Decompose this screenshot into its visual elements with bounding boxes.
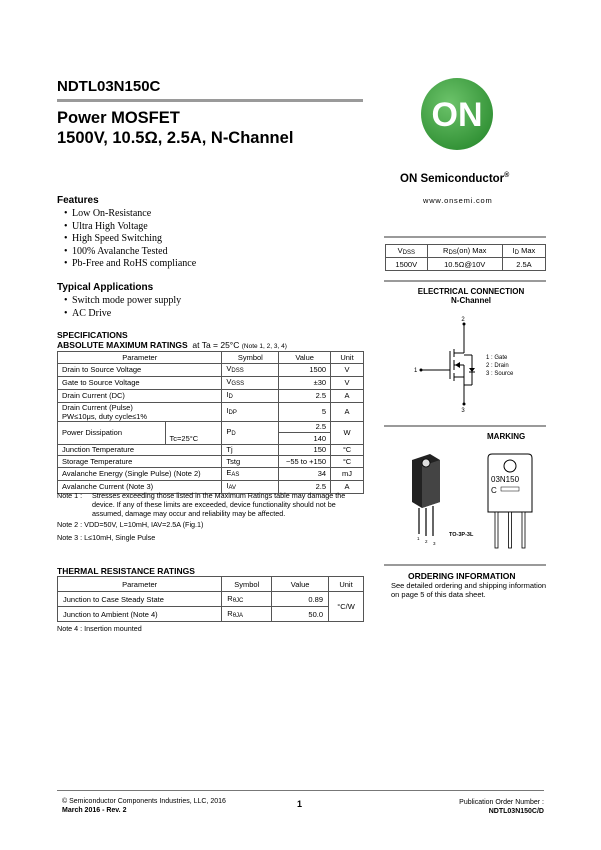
package-3d-icon: [412, 454, 440, 546]
features-list: [64, 208, 196, 271]
summary-header-id: ID Max: [502, 245, 545, 258]
ordering-text: See detailed ordering and shipping information on page 5 of this data sheet.: [391, 581, 547, 599]
table-row: Drain Current (Pulse) PW≤10μs, duty cycle≤1% IDP 5 A: [58, 402, 364, 421]
electrical-connection-title: ELECTRICAL CONNECTION N-Channel: [417, 287, 525, 305]
table-row: Junction to Case Steady State RθJC 0.89 °C/W: [58, 592, 364, 607]
pin1-label: 1: [414, 368, 418, 374]
ordering-divider: [384, 564, 546, 566]
summary-header-vdss: VDSS: [386, 245, 428, 258]
publication-number: NDTL03N150C/D: [488, 808, 544, 815]
table-row: Gate to Source Voltage VGSS ±30 V: [58, 376, 364, 389]
table-row: Avalanche Energy (Single Pulse) (Note 2) EAS 34 mJ: [58, 467, 364, 480]
package-front-icon: [488, 454, 532, 548]
list-item: • Switch mode power supply: [64, 295, 181, 308]
pin2-label: 2: [461, 317, 465, 323]
package-drawing-icon: [400, 450, 560, 560]
features-heading: Features: [57, 195, 99, 206]
absolute-max-ratings-table: [57, 351, 364, 494]
summary-table: [385, 244, 546, 271]
footer-date: March 2016 - Rev. 2: [62, 807, 127, 814]
list-item: • Ultra High Voltage: [64, 221, 196, 234]
summary-value-rds: 10.5Ω@10V: [427, 258, 502, 271]
applications-heading: Typical Applications: [57, 282, 154, 293]
header-divider: [57, 99, 363, 102]
specifications-title: SPECIFICATIONS: [57, 330, 128, 340]
website-link[interactable]: www.onsemi.com: [423, 196, 493, 205]
package-label: TO-3P-3L: [449, 532, 474, 538]
table-row: Drain to Source Voltage VDSS 1500 V: [58, 363, 364, 376]
list-item: • Pb-Free and RoHS compliance: [64, 258, 196, 271]
part-number: NDTL03N150C: [57, 78, 161, 95]
note2: Note 2 : VDD=50V, L=10mH, IAV=2.5A (Fig.1): [57, 520, 204, 529]
list-item: • High Speed Switching: [64, 233, 196, 246]
list-item: • Low On-Resistance: [64, 208, 196, 221]
footer-divider: [57, 790, 544, 791]
page-title: Power MOSFET: [57, 109, 180, 127]
ordering-title: ORDERING INFORMATION: [408, 571, 516, 581]
thermal-title: THERMAL RESISTANCE RATINGS: [57, 566, 195, 576]
table-row: Junction Temperature Tj 150 °C: [58, 444, 364, 456]
table-row: Avalanche Current (Note 3) IAV 2.5 A: [58, 480, 364, 493]
summary-value-vdss: 1500V: [386, 258, 428, 271]
logo-text: ON: [431, 96, 483, 134]
table-row: Storage Temperature Tstg −55 to +150 °C: [58, 456, 364, 468]
brand-name: ON Semiconductor®: [400, 172, 510, 185]
note3: Note 3 : L≤10mH, Single Pulse: [57, 533, 156, 542]
mark-line2: C: [491, 486, 497, 495]
marking-divider: [384, 425, 546, 427]
pin-legend: 1 : Gate 2 : Drain 3 : Source: [486, 355, 514, 377]
mark-line1: 03N150: [491, 475, 520, 484]
note1-label: Note 1 :: [57, 491, 83, 500]
svg-text:3: 3: [433, 541, 436, 546]
amr-col-unit: Unit: [331, 352, 364, 364]
elec-divider: [384, 280, 546, 282]
amr-title: ABSOLUTE MAXIMUM RATINGS at Ta = 25°C (Note 1, 2, 3, 4): [57, 340, 287, 350]
svg-text:2: 2: [425, 539, 428, 544]
applications-list: [64, 295, 181, 320]
footer-copyright: © Semiconductor Components Industries, LLC, 2016: [62, 798, 226, 805]
pin3-label: 3: [461, 408, 465, 414]
page-number: 1: [297, 799, 303, 809]
table-row: Junction to Ambient (Note 4) RθJA 50.0: [58, 607, 364, 622]
summary-value-id: 2.5A: [502, 258, 545, 271]
thermal-resistance-table: Parameter Symbol Value Unit Junction to Case Steady State RθJC 0.89 °C/W Junction to Ambient (Note 4) RθJA 50.0: [57, 576, 364, 622]
on-semiconductor-logo: [420, 77, 494, 151]
svg-text:1: 1: [417, 536, 420, 541]
table-row: Tc=25°C 140: [58, 433, 364, 445]
list-item: • AC Drive: [64, 308, 181, 321]
marking-title: MARKING: [487, 432, 526, 441]
list-item: • 100% Avalanche Tested: [64, 246, 196, 259]
publication-label: Publication Order Number :: [459, 799, 544, 806]
note4: Note 4 : Insertion mounted: [57, 624, 142, 633]
amr-col-symbol: Symbol: [222, 352, 279, 364]
note1-text: Stresses exceeding those listed in the Maximum Ratings table may damage the device. If any of these limits are exceeded, device functionality should not be assumed, damage may occur and reliability may be affected.: [92, 491, 346, 518]
summary-divider: [384, 236, 546, 238]
amr-col-value: Value: [279, 352, 331, 364]
table-row: Power Dissipation PD 2.5 W: [58, 421, 364, 433]
amr-col-param: Parameter: [58, 352, 222, 364]
page-subtitle: 1500V, 10.5Ω, 2.5A, N-Channel: [57, 129, 294, 147]
summary-header-rds: RDS(on) Max: [427, 245, 502, 258]
table-row: Drain Current (DC) ID 2.5 A: [58, 389, 364, 402]
